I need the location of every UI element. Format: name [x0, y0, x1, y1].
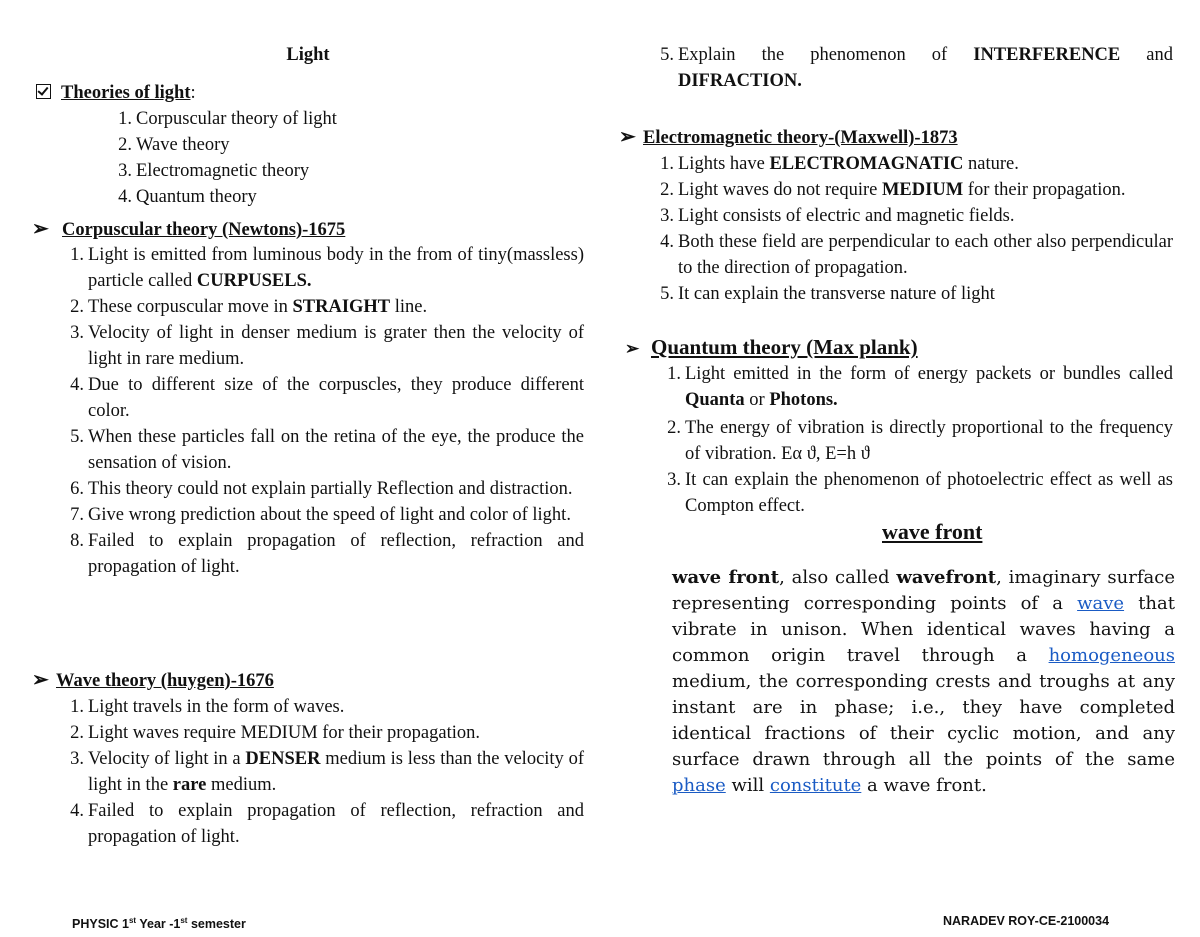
checkbox-icon — [36, 84, 51, 99]
corpuscular-heading: Corpuscular theory (Newtons)-1675 — [62, 220, 346, 240]
list-item: 6. This theory could not explain partially Reflection and distraction. — [70, 479, 573, 499]
list-item: 5. It can explain the transverse nature of light — [660, 284, 995, 304]
list-item: 7. Give wrong prediction about the speed of light and color of light. — [70, 505, 571, 525]
electromagnetic-heading: Electromagnetic theory-(Maxwell)-1873 — [643, 128, 958, 148]
wave-list — [70, 694, 584, 850]
list-item: 4. Both these field are perpendicular to each other also perpendicular to the direction of propagation. — [660, 232, 1173, 278]
list-item: 2. Wave theory — [118, 135, 230, 155]
list-item: 4. Quantum theory — [118, 187, 257, 207]
theories-list — [118, 106, 337, 210]
list-item: 2. Light waves require MEDIUM for their propagation. — [70, 723, 480, 743]
wave-heading: Wave theory (huygen)-1676 — [56, 671, 274, 691]
list-item: 2. The energy of vibration is directly proportional to the frequency of vibration. Eα ϑ, E=h ϑ — [667, 418, 1173, 464]
electromagnetic-heading-row — [619, 124, 958, 151]
list-item: 2. These corpuscular move in STRAIGHT line. — [70, 297, 428, 317]
list-item: 3. Electromagnetic theory — [118, 161, 310, 181]
list-item: 5. Explain the phenomenon of INTERFERENCE and DIFRACTION. — [660, 45, 1173, 91]
list-item: 1. Lights have ELECTROMAGNATIC nature. — [660, 154, 1019, 174]
quantum-heading: Quantum theory (Max plank) — [651, 335, 918, 359]
list-item: 3. Velocity of light in a DENSER medium is less than the velocity of light in the rare medium. — [70, 749, 584, 795]
wave-heading-row — [32, 667, 274, 694]
page-title: Light — [286, 45, 330, 65]
list-item: 4. Due to different size of the corpuscles, they produce different color. — [70, 375, 584, 421]
list-item: 1. Light travels in the form of waves. — [70, 697, 345, 717]
quantum-heading-row — [625, 334, 918, 362]
list-item: 3. It can explain the phenomenon of photoelectric effect as well as Compton effect. — [667, 470, 1173, 516]
wavefront-paragraph: wave front, also called wavefront, imaginary surface representing corresponding points of a wave that vibrate in unison. When identical waves having a common origin travel through a homogeneous medium, the corresponding crests and troughs at any instant are in phase; i.e., they have completed identical fractions of their cyclic motion, and any surface drawn through all the points of the same phase will constitute a wave front. — [672, 567, 1175, 796]
arrow-bullet-icon: ➢ — [32, 218, 49, 240]
constitute-link[interactable]: constitute — [769, 775, 862, 796]
theories-heading-row — [36, 80, 196, 106]
list-item: 4. Failed to explain propagation of reflection, refraction and propagation of light. — [70, 801, 584, 847]
list-item: 8. Failed to explain propagation of reflection, refraction and propagation of light. — [70, 531, 584, 577]
list-item: 2. Light waves do not require MEDIUM for their propagation. — [660, 180, 1126, 200]
arrow-bullet-icon: ➢ — [32, 669, 49, 691]
footer-left: PHYSIC 1st Year -1st semester — [72, 916, 246, 932]
corpuscular-list — [70, 242, 584, 580]
list-item: 1. Light is emitted from luminous body in the from of tiny(massless) particle called CURPUSELS. — [70, 245, 584, 291]
phase-link[interactable]: phase — [672, 775, 726, 796]
list-item: 1. Light emitted in the form of energy packets or bundles called Quanta or Photons. — [667, 364, 1173, 410]
theories-heading-colon: : — [190, 83, 196, 103]
arrow-bullet-icon: ➢ — [625, 339, 640, 358]
arrow-bullet-icon: ➢ — [619, 126, 636, 148]
corpuscular-heading-row — [32, 216, 345, 243]
list-item: 3. Light consists of electric and magnetic fields. — [660, 206, 1015, 226]
theories-heading: Theories of light — [61, 83, 191, 103]
electromagnetic-list — [660, 151, 1173, 307]
list-item: 3. Velocity of light in denser medium is grater then the velocity of light in rare medium. — [70, 323, 584, 369]
homogeneous-link[interactable]: homogeneous — [1048, 645, 1175, 666]
footer-right: NARADEV ROY-CE-2100034 — [943, 914, 1110, 928]
list-item: 1. Corpuscular theory of light — [118, 109, 337, 129]
wavefront-title: wave front — [882, 519, 983, 544]
wave-link[interactable]: wave — [1077, 593, 1125, 614]
wave-list-continued — [660, 42, 1173, 94]
list-item: 5. When these particles fall on the retina of the eye, the produce the sensation of vision. — [70, 427, 584, 473]
quantum-list — [667, 361, 1173, 519]
